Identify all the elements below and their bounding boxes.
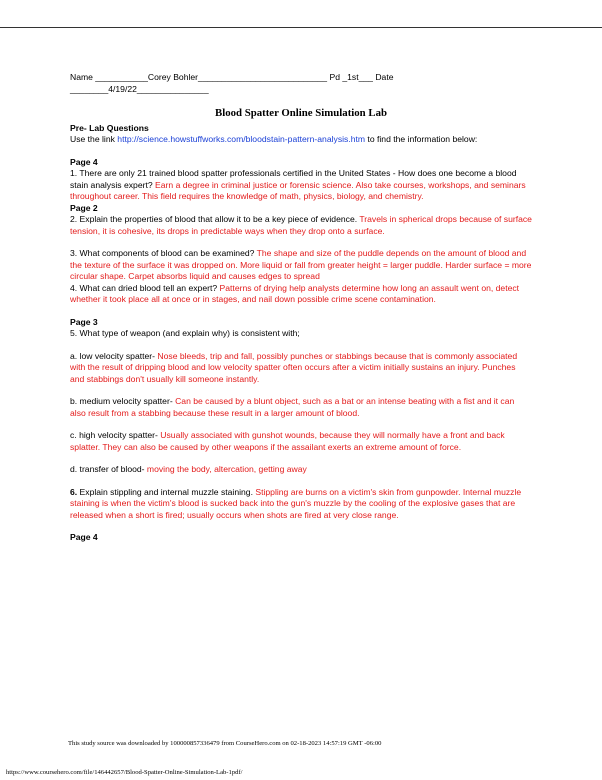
answer-6: Stippling are burns on a victim's skin from gunpowder. Internal muzzle staining is when the victim's blood is sucked back into the gun's muzzle by the cooling of the explosive gases that are released when a short is fired; usually occurs when shots are fired at very close range. [70,486,522,520]
date-line: ________4/19/22_______________ [70,83,209,94]
source-url[interactable]: https://www.coursehero.com/file/146442657/Blood-Spatter-Online-Simulation-Lab-1pdf/ [6,769,243,776]
question-5d-text: d. transfer of blood- [70,464,147,474]
top-rule [0,27,602,28]
prelab-heading: Pre- Lab Questions [70,122,149,133]
answer-5d: moving the body, altercation, getting away [146,464,307,474]
intro-before: Use the link [70,134,118,144]
question-3 [70,248,532,283]
download-notice: This study source was downloaded by 100000857336479 from CourseHero.com on 02-18-2023 14:57:19 GMT -06:00 [68,740,382,747]
question-3-text: 3. What components of blood can be examined? [70,248,257,258]
answer-4: Patterns of drying help analysts determine how long an assault went on, detect whether it took place all at once or in stages, and nail down possible crime scene contamination. [70,282,520,304]
section-page-2: Page 2 [70,202,98,213]
question-2 [70,214,532,237]
document-body [70,72,532,544]
answer-5c: Usually associated with gunshot wounds, because they will normally have a front and back splatter. They can also be caused by other weapons if the assailant exerts an extreme amount of force. [70,430,505,452]
question-1-text: 1. There are only 21 trained blood spatter professionals certified in the United States - How does one become a blood stain analysis expert? [70,168,517,190]
answer-5b: Can be caused by a blunt object, such as a bat or an intense beating with a fist and it can also result from a stabbing because these result in a larger amount of blood. [70,396,515,418]
prelab-intro [70,134,532,146]
source-link[interactable]: http://science.howstuffworks.com/bloodstain-pattern-analysis.htm [117,134,366,144]
question-6-number: 6. [70,486,78,497]
question-6 [70,487,532,522]
answer-5a: Nose bleeds, trip and fall, possibly punches or stabbings because that is commonly associated with the result of dripping blood and low velocity spatter often occurs after a victim initially sustains an injury. Punches and stabbings don't usually kill someone instantly. [70,350,518,384]
question-5c [70,430,532,453]
question-5b-text: b. medium velocity spatter- [70,396,176,406]
question-5: 5. What type of weapon (and explain why) is consistent with; [70,328,300,338]
name-line: Name ___________Corey Bohler___________________________ Pd _1st___ Date [70,72,394,82]
document-title: Blood Spatter Online Simulation Lab [215,107,387,119]
question-5a-text: a. low velocity spatter- [70,350,158,361]
question-4-text: 4. What can dried blood tell an expert? [70,282,220,293]
intro-after: to find the information below: [365,134,478,144]
section-page-4-second: Page 4 [70,532,98,542]
question-4 [70,283,532,306]
section-page-4: Page 4 [70,156,98,167]
question-1 [70,168,532,203]
question-5b [70,396,532,419]
answer-3: The shape and size of the puddle depends on the amount of blood and the texture of the surface it was dropped on. More liquid or fall from greater height = larger puddle. Harder surface = more circular shape. Carpet absorbs liquid and causes edges to spread [70,248,532,281]
question-5a [70,351,532,386]
question-2-text: 2. Explain the properties of blood that allow it to be a key piece of evidence. [70,214,360,224]
question-5c-text: c. high velocity spatter- [70,430,161,440]
question-6-text: Explain stippling and internal muzzle staining. [77,486,256,497]
answer-2: Travels in spherical drops because of surface tension, it is cohesive, its drops in predictable ways when they drop onto a surface. [70,214,532,236]
answer-1: Earn a degree in criminal justice or forensic science. Also take courses, workshops, and seminars throughout career. This field requires the knowledge of math, physics, biology, and chemistry. [70,179,526,201]
question-5d [70,464,532,476]
section-page-3: Page 3 [70,316,98,327]
